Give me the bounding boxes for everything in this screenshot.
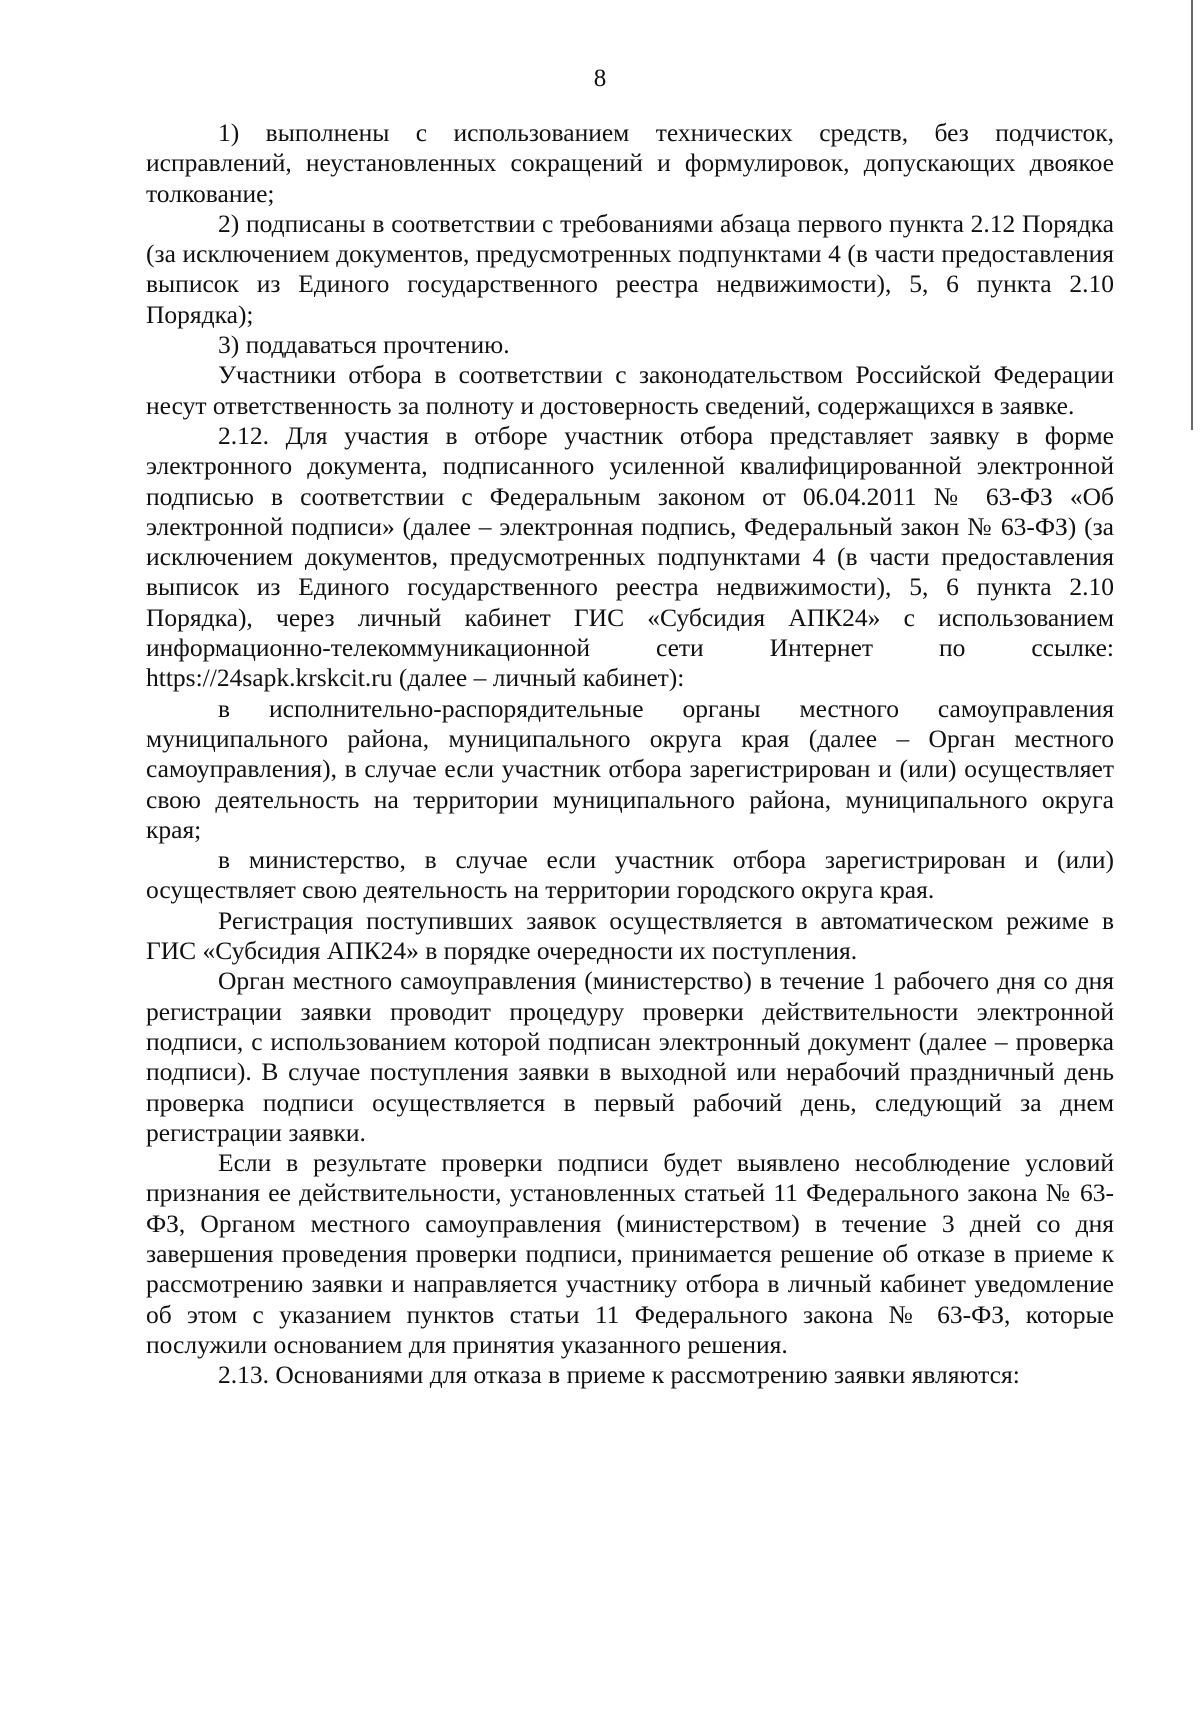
paragraph-local-government: в исполнительно-распорядительные органы местного самоуправления муниципального района, муниципального округа края (далее – Орган местного самоуправления), в случае если участник отбора зарегистрирован и (или) осуществляет свою деятельность на территории муниципального района, муниципального округа края; <box>146 693 1114 844</box>
paragraph-section-2-13: 2.13. Основаниями для отказа в приеме к рассмотрению заявки являются: <box>218 1360 1020 1390</box>
page-number: 8 <box>593 65 607 92</box>
paragraph-registration: Регистрация поступивших заявок осуществляется в автоматическом режиме в ГИС «Субсидия АПК24» в порядке очередности их поступления. <box>146 905 1114 966</box>
paragraph-signature-check: Орган местного самоуправления (министерство) в течение 1 рабочего дня со дня регистрации заявки проводит процедуру проверки действительности электронной подписи, с использованием которой подписан электронный документ (далее – проверка подписи). В случае поступления заявки в выходной или нерабочий праздничный день проверка подписи осуществляется в первый рабочий день, следующий за днем регистрации заявки. <box>146 966 1114 1147</box>
paragraph-section-2-12: 2.12. Для участия в отборе участник отбора представляет заявку в форме электронного документа, подписанного усиленной квалифицированной электронной подписью в соответствии с Федеральным законом от 06.04.2011 № 63-ФЗ «Об электронной подписи» (далее – электронная подпись, Федеральный закон № 63-ФЗ) (за исключением документов, предусмотренных подпунктами 4 (в части предоставления выписок из Единого государственного реестра недвижимости), 5, 6 пункта 2.10 Порядка), через личный кабинет ГИС «Субсидия АПК24» с использованием информационно-телекоммуникационной сети Интернет по ссылке: https://24sapk.krskcit.ru (далее – личный кабинет): <box>146 420 1114 693</box>
paragraph-item-1: 1) выполнены с использованием технических средств, без подчисток, исправлений, неустановленных сокращений и формулировок, допускающих двоякое толкование; <box>146 118 1114 208</box>
paragraph-rejection-decision: Если в результате проверки подписи будет выявлено несоблюдение условий признания ее действительности, установленных статьей 11 Федерального закона № 63-ФЗ, Органом местного самоуправления (министерством) в течение 3 дней со дня завершения проведения проверки подписи, принимается решение об отказе в приеме к рассмотрению заявки и направляется участнику отбора в личный кабинет уведомление об этом с указанием пунктов статьи 11 Федерального закона № 63-ФЗ, которые послужили основанием для принятия указанного решения. <box>146 1148 1114 1359</box>
paragraph-item-3: 3) поддаваться прочтению. <box>218 330 510 360</box>
paragraph-ministry: в министерство, в случае если участник отбора зарегистрирован и (или) осуществляет свою деятельность на территории городского округа края. <box>146 845 1114 905</box>
paragraph-item-2: 2) подписаны в соответствии с требованиями абзаца первого пункта 2.12 Порядка (за исключением документов, предусмотренных подпунктами 4 (в части предоставления выписок из Единого государственного реестра недвижимости), 5, 6 пункта 2.10 Порядка); <box>146 208 1114 329</box>
document-body <box>146 118 1114 1390</box>
paragraph-participants-responsibility: Участники отбора в соответствии с законодательством Российской Федерации несут ответственность за полноту и достоверность сведений, содержащихся в заявке. <box>146 360 1114 420</box>
